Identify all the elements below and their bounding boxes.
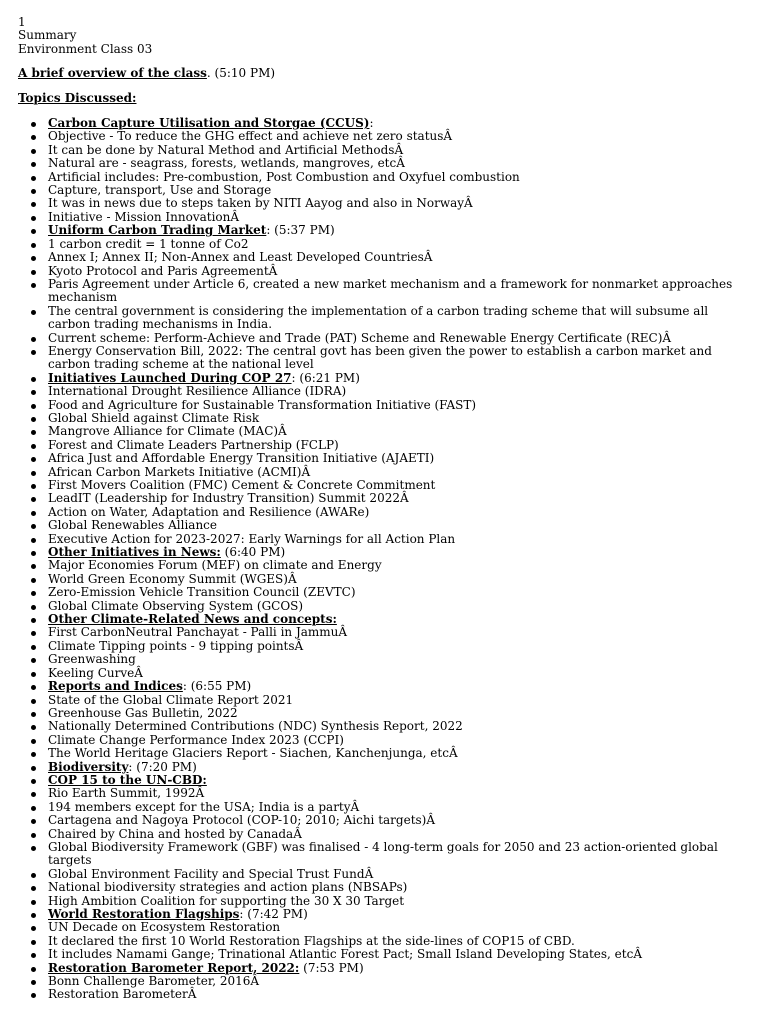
list-item-text: Africa Just and Affordable Energy Transition Initiative (AJAETI) bbox=[48, 451, 435, 466]
list-item-text: African Carbon Markets Initiative (ACMI)Â bbox=[48, 464, 311, 479]
list-item-text: World Green Economy Summit (WGES)Â bbox=[48, 571, 297, 586]
list-item bbox=[48, 653, 754, 666]
section-heading-suffix: : (7:42 PM) bbox=[239, 907, 308, 921]
list-item-text: It includes Namami Gange; Trinational Atlantic Forest Pact; Small Island Developing States, etcÂ bbox=[48, 947, 642, 962]
section-heading: COP 15 to the UN-CBD: bbox=[48, 772, 207, 787]
list-item-text: Artificial includes: Pre-combustion, Post Combustion and Oxyfuel combustion bbox=[48, 169, 520, 184]
list-item-text: Global Biodiversity Framework (GBF) was finalised - 4 long-term goals for 2050 and 23 action-oriented global targets bbox=[48, 839, 718, 868]
list-item bbox=[48, 694, 754, 707]
list-item bbox=[48, 197, 754, 210]
list-item bbox=[48, 814, 754, 827]
list-item-text: High Ambition Coalition for supporting the 30 X 30 Target bbox=[48, 893, 405, 908]
list-item bbox=[48, 278, 754, 305]
section-heading: Reports and Indices bbox=[48, 679, 183, 694]
page-number: 1 bbox=[18, 15, 26, 29]
list-item bbox=[48, 399, 754, 412]
list-item bbox=[48, 895, 754, 908]
section-heading-item bbox=[48, 546, 754, 559]
list-item-text: Rio Earth Summit, 1992Â bbox=[48, 786, 205, 801]
list-item-text: Annex I; Annex II; Non-Annex and Least Developed CountriesÂ bbox=[48, 250, 433, 265]
list-item bbox=[48, 600, 754, 613]
list-item-text: Capture, transport, Use and Storage bbox=[48, 183, 272, 198]
list-item-text: It declared the first 10 World Restoration Flagships at the side-lines of COP15 of CBD. bbox=[48, 933, 575, 948]
section-heading-suffix: : bbox=[369, 116, 374, 131]
list-item bbox=[48, 332, 754, 345]
section-heading: Other Initiatives in News: bbox=[48, 545, 221, 560]
list-item bbox=[48, 747, 754, 760]
section-heading-item bbox=[48, 908, 754, 921]
list-item-text: UN Decade on Ecosystem Restoration bbox=[48, 920, 281, 935]
list-item-text: LeadIT (Leadership for Industry Transition) Summit 2022Â bbox=[48, 491, 409, 506]
section-heading: Initiatives Launched During COP 27 bbox=[48, 370, 292, 385]
list-item bbox=[48, 506, 754, 519]
list-item bbox=[48, 988, 754, 1001]
list-item-text: Cartagena and Nagoya Protocol (COP-10; 2010; Aichi targets)Â bbox=[48, 813, 436, 828]
list-item bbox=[48, 640, 754, 653]
list-item-text: Global Renewables Alliance bbox=[48, 518, 218, 533]
list-item-text: Paris Agreement under Article 6, created a new market mechanism and a framework for nonmarket approaches mechanism bbox=[48, 276, 733, 305]
list-item-text: Natural are - seagrass, forests, wetlands, mangroves, etcÂ bbox=[48, 156, 405, 171]
document-type: Summary bbox=[18, 28, 77, 43]
list-item-text: Nationally Determined Contributions (NDC) Synthesis Report, 2022 bbox=[48, 719, 463, 734]
list-item bbox=[48, 385, 754, 398]
list-item-text: Action on Water, Adaptation and Resilience (AWARe) bbox=[48, 504, 370, 519]
topics-heading: Topics Discussed: bbox=[18, 90, 137, 105]
section-heading-item bbox=[48, 224, 754, 237]
section-heading: Biodiversity bbox=[48, 759, 129, 774]
list-item bbox=[48, 251, 754, 264]
overview-time: . (5:10 PM) bbox=[206, 66, 276, 81]
list-item bbox=[48, 868, 754, 881]
list-item-text: The central government is considering the implementation of a carbon trading scheme that will subsume all carbon trading mechanisms in India. bbox=[48, 303, 709, 332]
list-item-text: Greenwashing bbox=[48, 652, 136, 667]
list-item-text: Executive Action for 2023-2027: Early Warnings for all Action Plan bbox=[48, 531, 456, 546]
list-item-text: Current scheme: Perform-Achieve and Trade (PAT) Scheme and Renewable Energy Certificate (REC)Â bbox=[48, 330, 672, 345]
list-item-text: Global Shield against Climate Risk bbox=[48, 410, 260, 425]
list-item bbox=[48, 171, 754, 184]
list-item-text: Bonn Challenge Barometer, 2016Â bbox=[48, 974, 260, 989]
list-item bbox=[48, 519, 754, 532]
list-item bbox=[48, 211, 754, 224]
list-item bbox=[48, 828, 754, 841]
list-item bbox=[48, 157, 754, 170]
list-item-text: Forest and Climate Leaders Partnership (FCLP) bbox=[48, 437, 339, 452]
list-item-text: Kyoto Protocol and Paris AgreementÂ bbox=[48, 263, 278, 278]
list-item bbox=[48, 533, 754, 546]
list-item-text: Chaired by China and hosted by CanadaÂ bbox=[48, 826, 302, 841]
list-item bbox=[48, 881, 754, 894]
list-item-text: Mangrove Alliance for Climate (MAC)Â bbox=[48, 424, 287, 439]
overview-line bbox=[18, 67, 754, 80]
list-item-text: Initiative - Mission InnovationÂ bbox=[48, 209, 240, 224]
section-heading-item bbox=[48, 680, 754, 693]
section-heading-suffix: : (6:21 PM) bbox=[291, 370, 360, 385]
list-item-text: 194 members except for the USA; India is a partyÂ bbox=[48, 799, 360, 814]
list-item-text: It can be done by Natural Method and Artificial MethodsÂ bbox=[48, 142, 404, 157]
section-heading: World Restoration Flagships bbox=[48, 907, 240, 921]
list-item bbox=[48, 667, 754, 680]
section-heading-item bbox=[48, 761, 754, 774]
list-item-text: It was in news due to steps taken by NITI Aayog and also in NorwayÂ bbox=[48, 196, 473, 211]
list-item-text: Global Climate Observing System (GCOS) bbox=[48, 598, 304, 613]
section-heading-suffix: (7:53 PM) bbox=[299, 960, 364, 975]
section-heading: Other Climate-Related News and concepts: bbox=[48, 612, 337, 627]
list-item bbox=[48, 573, 754, 586]
list-item bbox=[48, 787, 754, 800]
list-item-text: The World Heritage Glaciers Report - Siachen, Kanchenjunga, etcÂ bbox=[48, 746, 458, 761]
list-item bbox=[48, 586, 754, 599]
list-item-text: First Movers Coalition (FMC) Cement & Concrete Commitment bbox=[48, 478, 436, 492]
list-item-text: First CarbonNeutral Panchayat - Palli in JammuÂ bbox=[48, 625, 348, 640]
list-item bbox=[48, 921, 754, 934]
list-item-text: Keeling CurveÂ bbox=[48, 665, 143, 680]
list-item bbox=[48, 626, 754, 639]
list-item bbox=[48, 425, 754, 438]
section-heading: Uniform Carbon Trading Market bbox=[48, 223, 267, 238]
class-title: Environment Class 03 bbox=[18, 41, 153, 56]
list-item-text: Restoration BarometerÂ bbox=[48, 987, 197, 1002]
list-item bbox=[48, 466, 754, 479]
list-item-text: International Drought Resilience Alliance (IDRA) bbox=[48, 384, 347, 399]
section-heading: Carbon Capture Utilisation and Storgae (CCUS) bbox=[48, 116, 370, 131]
section-heading-suffix: : (6:55 PM) bbox=[182, 679, 252, 694]
list-item bbox=[48, 305, 754, 332]
list-item-text: Zero-Emission Vehicle Transition Council (ZEVTC) bbox=[48, 585, 356, 600]
list-item bbox=[48, 439, 754, 452]
list-item-text: Climate Tipping points - 9 tipping pointsÂ bbox=[48, 638, 304, 653]
list-item bbox=[48, 452, 754, 465]
section-heading-suffix: : (7:20 PM) bbox=[128, 759, 197, 774]
section-heading-item bbox=[48, 372, 754, 385]
list-item-text: National biodiversity strategies and action plans (NBSAPs) bbox=[48, 880, 408, 895]
list-item bbox=[48, 559, 754, 572]
list-item bbox=[48, 492, 754, 505]
list-item-text: Food and Agriculture for Sustainable Transformation Initiative (FAST) bbox=[48, 397, 477, 412]
list-item-text: State of the Global Climate Report 2021 bbox=[48, 692, 294, 707]
list-item-text: 1 carbon credit = 1 tonne of Co2 bbox=[48, 236, 249, 251]
section-heading-suffix: : (5:37 PM) bbox=[266, 223, 335, 238]
list-item bbox=[48, 948, 754, 961]
list-item bbox=[48, 265, 754, 278]
list-item bbox=[48, 130, 754, 143]
list-item bbox=[48, 720, 754, 733]
overview-heading: A brief overview of the class bbox=[18, 66, 207, 81]
topics-heading-line bbox=[18, 92, 754, 105]
list-item-text: Energy Conservation Bill, 2022: The central govt has been given the power to establish a carbon market and carbon trading scheme at the national level bbox=[48, 343, 712, 372]
list-item bbox=[48, 707, 754, 720]
list-item bbox=[48, 841, 754, 868]
section-heading: Restoration Barometer Report, 2022: bbox=[48, 960, 300, 975]
list-item-text: Global Environment Facility and Special Trust FundÂ bbox=[48, 866, 374, 881]
section-heading-suffix: (6:40 PM) bbox=[220, 545, 286, 560]
list-item bbox=[48, 345, 754, 372]
list-item-text: Objective - To reduce the GHG effect and achieve net zero statusÂ bbox=[48, 129, 453, 144]
topics-list bbox=[18, 117, 754, 1002]
list-item-text: Climate Change Performance Index 2023 (CCPI) bbox=[48, 732, 344, 747]
list-item-text: Major Economies Forum (MEF) on climate and Energy bbox=[48, 558, 382, 573]
list-item-text: Greenhouse Gas Bulletin, 2022 bbox=[48, 705, 238, 720]
